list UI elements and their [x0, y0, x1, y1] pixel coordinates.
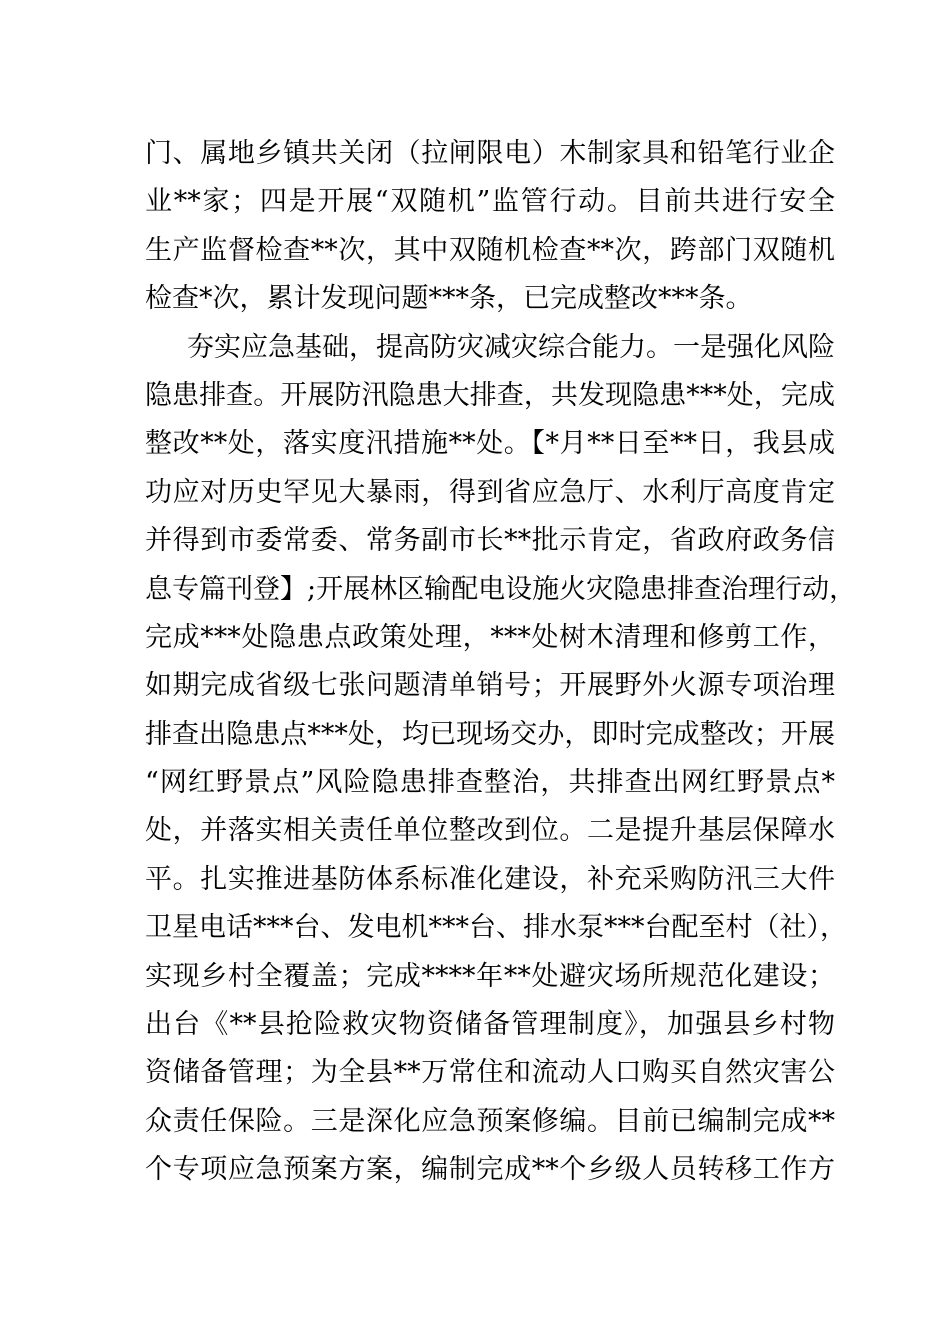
paragraph-line: 生产监督检查**次，其中双随机检查**次，跨部门双随机	[145, 234, 835, 266]
paragraph-line: 检查*次，累计发现问题***条，已完成整改***条。	[145, 283, 753, 315]
paragraph-line: 息专篇刊登】;开展林区输配电设施火灾隐患排查治理行动，	[145, 573, 857, 605]
paragraph-line: 众责任保险。三是深化应急预案修编。目前已编制完成**	[145, 1105, 835, 1137]
paragraph-2	[145, 324, 857, 1195]
paragraph-line: 出台《**县抢险救灾物资储备管理制度》，加强县乡村物	[145, 1009, 835, 1041]
paragraph-line: 业**家；四是开展“双随机”监管行动。目前共进行安全	[145, 186, 835, 218]
paragraph-line: 整改**处，落实度汛措施**处。【*月**日至**日，我县成	[145, 428, 835, 460]
paragraph-line: 平。扎实推进基防体系标准化建设，补充采购防汛三大件	[145, 863, 835, 895]
paragraph-line: 个专项应急预案方案，编制完成**个乡级人员转移工作方	[145, 1154, 835, 1186]
paragraph-line: 如期完成省级七张问题清单销号；开展野外火源专项治理	[145, 670, 835, 702]
paragraph-line: 隐患排查。开展防汛隐患大排查，共发现隐患***处，完成	[145, 379, 835, 411]
paragraph-line: 功应对历史罕见大暴雨，得到省应急厅、水利厅高度肯定	[145, 476, 835, 508]
paragraph-line: 夯实应急基础，提高防灾减灾综合能力。一是强化风险	[187, 331, 835, 363]
paragraph-line: 处，并落实相关责任单位整改到位。二是提升基层保障水	[145, 815, 835, 847]
paragraph-line: 卫星电话***台、发电机***台、排水泵***台配至村（社），	[145, 912, 847, 944]
paragraph-line: 完成***处隐患点政策处理，***处树木清理和修剪工作，	[145, 621, 835, 653]
paragraph-1	[145, 130, 835, 324]
paragraph-line: “网红野景点”风险隐患排查整治，共排查出网红野景点*	[145, 767, 835, 799]
paragraph-line: 门、属地乡镇共关闭（拉闸限电）木制家具和铅笔行业企	[145, 138, 835, 169]
paragraph-line: 排查出隐患点***处，均已现场交办，即时完成整改；开展	[145, 718, 835, 750]
paragraph-line: 并得到市委常委、常务副市长**批示肯定，省政府政务信	[145, 525, 835, 557]
paragraph-line: 资储备管理；为全县**万常住和流动人口购买自然灾害公	[145, 1057, 835, 1089]
paragraph-line: 实现乡村全覆盖；完成****年**处避灾场所规范化建设；	[145, 960, 835, 992]
document-body	[145, 130, 857, 1195]
